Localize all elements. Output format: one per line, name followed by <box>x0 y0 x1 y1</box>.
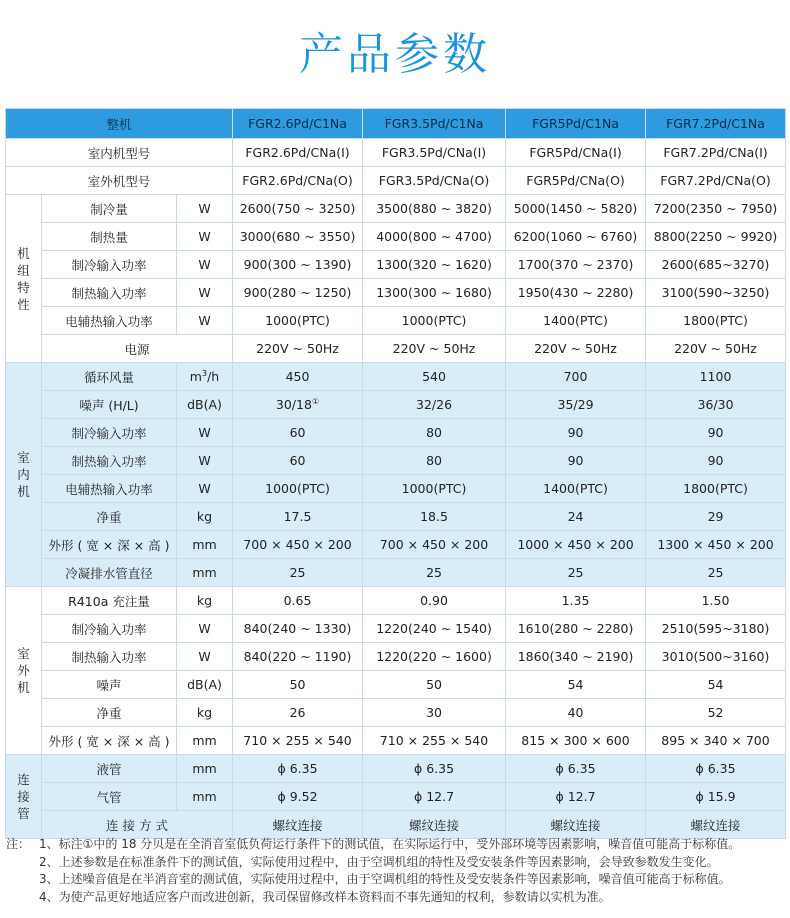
row-label: 循环风量 <box>42 363 177 391</box>
table-header-row <box>6 109 786 139</box>
row-label: 噪声 <box>42 671 177 699</box>
value-cell: ϕ 6.35 <box>646 755 786 783</box>
row-label: 制冷输入功率 <box>42 419 177 447</box>
section-title-char: 连 <box>17 772 30 787</box>
unit-cell: dB(A) <box>177 671 233 699</box>
row-label: 室外机型号 <box>6 167 233 195</box>
row-label: 室内机型号 <box>6 139 233 167</box>
value-cell: 8800(2250 ~ 9920) <box>646 223 786 251</box>
unit-cell: W <box>177 279 233 307</box>
row-label: 制冷输入功率 <box>42 251 177 279</box>
value-cell: 29 <box>646 503 786 531</box>
note-text: 2、上述参数是在标准条件下的测试值，实际使用过程中，由于空调机组的特性及受安装条件等因素影响，会导致参数发生变化。 <box>39 854 719 869</box>
value-cell: 80 <box>363 447 506 475</box>
table-row <box>6 727 786 755</box>
table-row <box>6 279 786 307</box>
value-cell: 2600(750 ~ 3250) <box>233 195 363 223</box>
section-title-char: 室 <box>17 450 30 465</box>
table-row <box>6 447 786 475</box>
value-cell: 螺纹连接 <box>506 811 646 839</box>
table-row <box>6 167 786 195</box>
value-cell: 90 <box>506 447 646 475</box>
row-label: 噪声 (H/L) <box>42 391 177 419</box>
value-cell: 450 <box>233 363 363 391</box>
table-row <box>6 587 786 615</box>
table-row <box>6 615 786 643</box>
section-title <box>6 587 42 755</box>
value-cell: 1610(280 ~ 2280) <box>506 615 646 643</box>
section-title-char: 组 <box>17 262 30 278</box>
notes-prefix: 注： <box>6 837 31 851</box>
value-cell: 25 <box>363 559 506 587</box>
value-cell: 1950(430 ~ 2280) <box>506 279 646 307</box>
row-label: 制热输入功率 <box>42 279 177 307</box>
value-cell: 3100(590~3250) <box>646 279 786 307</box>
section-title-char: 机 <box>17 680 30 695</box>
unit-cell: W <box>177 643 233 671</box>
row-label: 液管 <box>42 755 177 783</box>
table-row <box>6 475 786 503</box>
value-cell: 32/26 <box>363 391 506 419</box>
table-row <box>6 363 786 391</box>
value-cell: 0.65 <box>233 587 363 615</box>
value-cell: 54 <box>506 671 646 699</box>
value-cell: 螺纹连接 <box>363 811 506 839</box>
value-cell: FGR2.6Pd/CNa(O) <box>233 167 363 195</box>
model-header: FGR2.6Pd/C1Na <box>233 109 363 139</box>
note-item <box>6 871 786 889</box>
unit-cell: mm <box>177 531 233 559</box>
value-cell: 220V ~ 50Hz <box>233 335 363 363</box>
section-title-char: 室 <box>17 646 30 661</box>
table-row <box>6 755 786 783</box>
row-label: 外形 ( 宽 × 深 × 高 ) <box>42 531 177 559</box>
value-cell: 35/29 <box>506 391 646 419</box>
value-cell: 700 <box>506 363 646 391</box>
value-cell: 52 <box>646 699 786 727</box>
value-cell: 710 × 255 × 540 <box>233 727 363 755</box>
row-label: 电源 <box>42 335 233 363</box>
value-cell: 1220(240 ~ 1540) <box>363 615 506 643</box>
row-label: 制热量 <box>42 223 177 251</box>
value-cell: 710 × 255 × 540 <box>363 727 506 755</box>
section-title-char: 机 <box>17 484 30 499</box>
value-cell: 700 × 450 × 200 <box>233 531 363 559</box>
unit-cell: W <box>177 251 233 279</box>
value-cell: 7200(2350 ~ 7950) <box>646 195 786 223</box>
unit-cell: mm <box>177 755 233 783</box>
table-row <box>6 335 786 363</box>
value-cell: 54 <box>646 671 786 699</box>
value-cell: 60 <box>233 419 363 447</box>
value-cell: 3010(500~3160) <box>646 643 786 671</box>
row-label: 电辅热输入功率 <box>42 307 177 335</box>
row-label: 冷凝排水管直径 <box>42 559 177 587</box>
value-cell: 1.35 <box>506 587 646 615</box>
spec-table <box>5 108 786 839</box>
value-cell: 25 <box>233 559 363 587</box>
value-cell: 1300 × 450 × 200 <box>646 531 786 559</box>
value-cell: 2510(595~3180) <box>646 615 786 643</box>
value-cell: 1.50 <box>646 587 786 615</box>
value-cell: 815 × 300 × 600 <box>506 727 646 755</box>
table-row <box>6 195 786 223</box>
value-cell: 1800(PTC) <box>646 475 786 503</box>
value-cell: 900(280 ~ 1250) <box>233 279 363 307</box>
table-row <box>6 531 786 559</box>
value-cell: FGR5Pd/CNa(O) <box>506 167 646 195</box>
model-header: FGR3.5Pd/C1Na <box>363 109 506 139</box>
value-cell: 1000(PTC) <box>233 475 363 503</box>
value-cell: ϕ 6.35 <box>363 755 506 783</box>
value-cell: 1860(340 ~ 2190) <box>506 643 646 671</box>
value-cell: 30 <box>363 699 506 727</box>
table-row <box>6 251 786 279</box>
unit-cell: kg <box>177 699 233 727</box>
unit-cell: W <box>177 447 233 475</box>
row-label: 电辅热输入功率 <box>42 475 177 503</box>
section-title-char: 特 <box>17 279 30 295</box>
value-cell: 895 × 340 × 700 <box>646 727 786 755</box>
note-item <box>6 836 786 854</box>
table-row <box>6 783 786 811</box>
section-title-char: 外 <box>17 663 30 678</box>
value-cell: 1800(PTC) <box>646 307 786 335</box>
row-label: 净重 <box>42 699 177 727</box>
table-row <box>6 503 786 531</box>
value-cell: 220V ~ 50Hz <box>646 335 786 363</box>
row-label: R410a 充注量 <box>42 587 177 615</box>
note-text: 1、标注①中的 18 分贝是在全消音室低负荷运行条件下的测试值，在实际运行中，受外部环境等因素影响，噪音值可能高于标称值。 <box>39 837 741 851</box>
unit-cell: $m^3/h$ <box>177 363 233 391</box>
unit-cell: W <box>177 223 233 251</box>
value-cell: FGR3.5Pd/CNa(I) <box>363 139 506 167</box>
model-header: FGR7.2Pd/C1Na <box>646 109 786 139</box>
row-label: 制冷量 <box>42 195 177 223</box>
unit-cell: W <box>177 307 233 335</box>
section-title <box>6 195 42 363</box>
value-cell: 6200(1060 ~ 6760) <box>506 223 646 251</box>
row-label: 制热输入功率 <box>42 643 177 671</box>
row-label: 制热输入功率 <box>42 447 177 475</box>
value-cell: FGR5Pd/CNa(I) <box>506 139 646 167</box>
value-cell: 2600(685~3270) <box>646 251 786 279</box>
value-cell: 1400(PTC) <box>506 475 646 503</box>
section-title-char: 管 <box>17 806 30 821</box>
value-cell: FGR7.2Pd/CNa(I) <box>646 139 786 167</box>
table-row <box>6 643 786 671</box>
unit-cell: mm <box>177 783 233 811</box>
value-cell: 840(240 ~ 1330) <box>233 615 363 643</box>
row-label: 外形 ( 宽 × 深 × 高 ) <box>42 727 177 755</box>
table-row <box>6 559 786 587</box>
value-cell: 3000(680 ~ 3550) <box>233 223 363 251</box>
value-cell: ϕ 12.7 <box>363 783 506 811</box>
value-cell: 18.5 <box>363 503 506 531</box>
page-title: 产品参数 <box>299 29 491 80</box>
table-row <box>6 391 786 419</box>
value-cell: ϕ 12.7 <box>506 783 646 811</box>
unit-cell: W <box>177 195 233 223</box>
value-cell: 1000(PTC) <box>233 307 363 335</box>
value-cell: 30/18① <box>233 391 363 419</box>
value-cell: 60 <box>233 447 363 475</box>
value-cell: ϕ 6.35 <box>506 755 646 783</box>
value-cell: 90 <box>506 419 646 447</box>
value-cell: 1300(320 ~ 1620) <box>363 251 506 279</box>
section-title-char: 机 <box>17 245 30 261</box>
value-cell: 1100 <box>646 363 786 391</box>
value-cell: 220V ~ 50Hz <box>363 335 506 363</box>
value-cell: 螺纹连接 <box>233 811 363 839</box>
value-cell: 17.5 <box>233 503 363 531</box>
table-row <box>6 811 786 839</box>
value-cell: ϕ 9.52 <box>233 783 363 811</box>
value-cell: 840(220 ~ 1190) <box>233 643 363 671</box>
notes <box>6 836 786 906</box>
value-cell: FGR7.2Pd/CNa(O) <box>646 167 786 195</box>
header-label: 整机 <box>6 109 233 139</box>
value-cell: 90 <box>646 447 786 475</box>
value-cell: 1400(PTC) <box>506 307 646 335</box>
value-cell: 0.90 <box>363 587 506 615</box>
unit-cell: W <box>177 419 233 447</box>
row-label: 气管 <box>42 783 177 811</box>
value-cell: 25 <box>646 559 786 587</box>
value-cell: 26 <box>233 699 363 727</box>
value-cell: 36/30 <box>646 391 786 419</box>
table-row <box>6 223 786 251</box>
value-cell: 50 <box>233 671 363 699</box>
value-cell: 1220(220 ~ 1600) <box>363 643 506 671</box>
section-title-char: 接 <box>17 789 30 804</box>
unit-cell: kg <box>177 503 233 531</box>
unit-cell: W <box>177 475 233 503</box>
value-cell: 700 × 450 × 200 <box>363 531 506 559</box>
section-title <box>6 755 42 839</box>
value-cell: 3500(880 ~ 3820) <box>363 195 506 223</box>
value-cell: 1000(PTC) <box>363 475 506 503</box>
table-row <box>6 307 786 335</box>
table-row <box>6 699 786 727</box>
unit-cell: dB(A) <box>177 391 233 419</box>
value-cell: 900(300 ~ 1390) <box>233 251 363 279</box>
value-cell: 50 <box>363 671 506 699</box>
unit-cell: kg <box>177 587 233 615</box>
unit-superscript: 3 <box>201 368 208 378</box>
section-title <box>6 363 42 587</box>
value-cell: 螺纹连接 <box>646 811 786 839</box>
table-row <box>6 671 786 699</box>
unit-cell: mm <box>177 559 233 587</box>
note-item <box>6 854 786 872</box>
table-row <box>6 419 786 447</box>
row-label: 净重 <box>42 503 177 531</box>
footnote-marker: ① <box>311 396 320 406</box>
value-cell: 24 <box>506 503 646 531</box>
unit-cell: W <box>177 615 233 643</box>
value-cell: 5000(1450 ~ 5820) <box>506 195 646 223</box>
note-text: 3、上述噪音值是在半消音室的测试值，实际使用过程中，由于空调机组的特性及受安装条件等因素影响，噪音值可能高于标称值。 <box>39 872 731 886</box>
value-cell: 540 <box>363 363 506 391</box>
value-cell: ϕ 15.9 <box>646 783 786 811</box>
value-cell: 1000 × 450 × 200 <box>506 531 646 559</box>
value-cell: FGR2.6Pd/CNa(I) <box>233 139 363 167</box>
value-cell: 220V ~ 50Hz <box>506 335 646 363</box>
row-label: 连 接 方 式 <box>42 811 233 839</box>
value-cell: 90 <box>646 419 786 447</box>
value-cell: 1300(300 ~ 1680) <box>363 279 506 307</box>
note-text: 4、为使产品更好地适应客户而改进创新，我司保留修改样本资料而不事先通知的权利，参数请以实机为准。 <box>39 889 611 904</box>
unit-cell: mm <box>177 727 233 755</box>
value-cell: ϕ 6.35 <box>233 755 363 783</box>
section-title-char: 性 <box>17 296 30 312</box>
value-cell: 4000(800 ~ 4700) <box>363 223 506 251</box>
model-header: FGR5Pd/C1Na <box>506 109 646 139</box>
table-row <box>6 139 786 167</box>
row-label: 制冷输入功率 <box>42 615 177 643</box>
value-cell: 1700(370 ~ 2370) <box>506 251 646 279</box>
section-title-char: 内 <box>17 467 30 482</box>
value-cell: 25 <box>506 559 646 587</box>
value-cell: 1000(PTC) <box>363 307 506 335</box>
value-cell: 40 <box>506 699 646 727</box>
value-cell: 80 <box>363 419 506 447</box>
note-item <box>6 889 786 907</box>
value-cell: FGR3.5Pd/CNa(O) <box>363 167 506 195</box>
